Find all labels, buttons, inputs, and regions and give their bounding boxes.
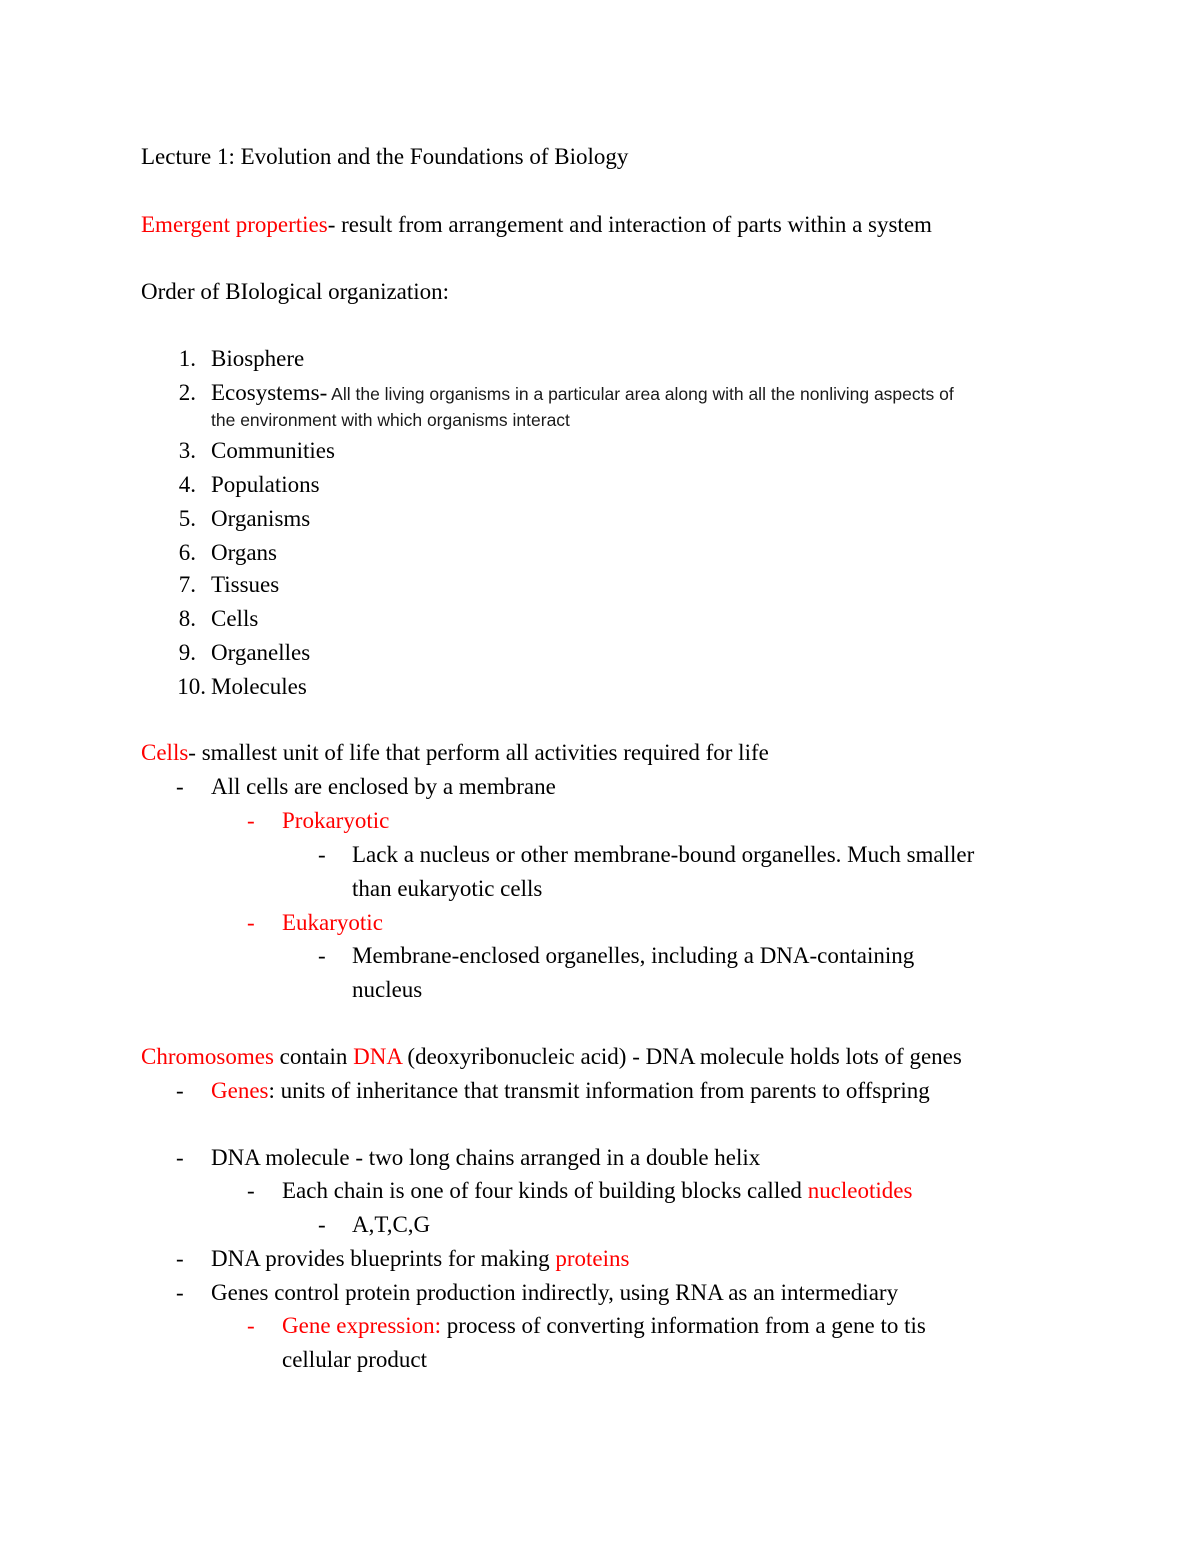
bullet-dash: -	[318, 842, 326, 867]
bullet-dash: -	[176, 1078, 184, 1103]
list-number: 2.	[178, 380, 196, 405]
emergent-properties-term: Emergent properties	[141, 212, 328, 237]
emergent-properties-line	[141, 211, 932, 239]
prokaryotic-term: Prokaryotic	[282, 808, 390, 833]
chromosomes-line	[141, 1043, 962, 1071]
list-note-continued: the environment with which organisms interact	[211, 410, 570, 430]
bullet-dash: -	[176, 1280, 184, 1305]
nucleotides-term: nucleotides	[807, 1178, 913, 1203]
list-label: Populations	[211, 472, 320, 497]
bullet-dash: -	[247, 1178, 255, 1203]
gene-expression-continued: cellular product	[282, 1347, 427, 1372]
list-label: Biosphere	[211, 346, 305, 371]
list-label: Cells	[211, 606, 259, 631]
list-note: All the living organisms in a particular area along with all the nonliving aspects of	[327, 384, 954, 404]
bullet-dash: -	[247, 910, 255, 935]
bases-list: A,T,C,G	[352, 1212, 431, 1237]
bullet-dash: -	[247, 1313, 255, 1338]
list-label: Tissues	[211, 572, 280, 597]
chain-text: Each chain is one of four kinds of building blocks called	[282, 1178, 808, 1203]
emergent-properties-definition: - result from arrangement and interaction of parts within a system	[327, 212, 932, 237]
chromosomes-term: Chromosomes	[141, 1044, 274, 1069]
list-label: Communities	[211, 438, 335, 463]
blueprint-line	[211, 1245, 629, 1273]
blueprint-text: DNA provides blueprints for making	[211, 1246, 556, 1271]
list-number: 4.	[178, 472, 196, 497]
order-heading: Order of BIological organization:	[141, 279, 450, 304]
list-number: 5.	[178, 506, 196, 531]
list-number: 8.	[178, 606, 196, 631]
list-label: Molecules	[211, 674, 307, 699]
list-label-line	[211, 379, 954, 408]
chain-line	[282, 1177, 912, 1205]
cells-definition: - smallest unit of life that perform all activities required for life	[188, 740, 769, 765]
list-number: 3.	[178, 438, 196, 463]
gene-expression-definition: process of converting information from a gene to tis	[441, 1313, 926, 1338]
bullet-dash: -	[318, 943, 326, 968]
list-number: 9.	[178, 640, 196, 665]
list-number: 7.	[178, 572, 196, 597]
list-label: Organelles	[211, 640, 311, 665]
list-label: Ecosystems-	[211, 380, 328, 405]
dna-term: DNA	[353, 1044, 402, 1069]
cells-term: Cells	[141, 740, 189, 765]
list-number: 10.	[177, 674, 206, 699]
gene-expression-term: Gene expression:	[282, 1313, 442, 1338]
genes-line	[211, 1077, 930, 1105]
chromosomes-connector: contain	[273, 1044, 354, 1069]
eukaryotic-desc-continued: nucleus	[352, 977, 423, 1002]
eukaryotic-term: Eukaryotic	[282, 910, 383, 935]
proteins-term: proteins	[555, 1246, 630, 1271]
list-number: 6.	[178, 540, 196, 565]
list-label: Organs	[211, 540, 278, 565]
prokaryotic-desc-continued: than eukaryotic cells	[352, 876, 543, 901]
bullet-dash: -	[176, 1145, 184, 1170]
bullet-dash: -	[176, 1246, 184, 1271]
list-number: 1.	[178, 346, 196, 371]
list-label: Organisms	[211, 506, 311, 531]
cells-definition-line	[141, 739, 769, 767]
prokaryotic-desc: Lack a nucleus or other membrane-bound organelles. Much smaller	[352, 842, 975, 867]
bullet-dash: -	[247, 808, 255, 833]
dna-molecule-bullet: DNA molecule - two long chains arranged in a double helix	[211, 1145, 761, 1170]
genes-term: Genes	[211, 1078, 269, 1103]
cells-membrane-bullet: All cells are enclosed by a membrane	[211, 774, 556, 799]
bullet-dash: -	[318, 1212, 326, 1237]
page-title: Lecture 1: Evolution and the Foundations of Biology	[141, 144, 629, 169]
eukaryotic-desc: Membrane-enclosed organelles, including a DNA-containing	[352, 943, 915, 968]
genes-definition: : units of inheritance that transmit information from parents to offspring	[268, 1078, 930, 1103]
gene-expression-line	[282, 1312, 926, 1340]
genes-control-bullet: Genes control protein production indirectly, using RNA as an intermediary	[211, 1280, 899, 1305]
bullet-dash: -	[176, 774, 184, 799]
chromosomes-rest: (deoxyribonucleic acid) - DNA molecule holds lots of genes	[401, 1044, 962, 1069]
